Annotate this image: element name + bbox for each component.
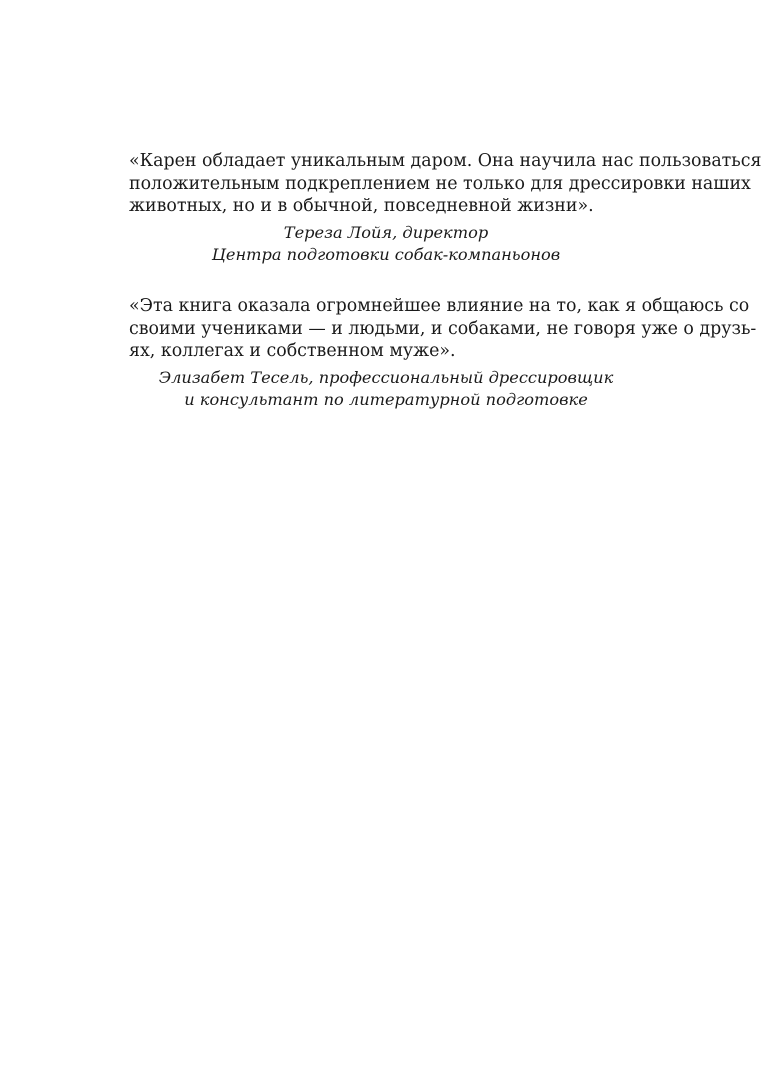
- testimonial-1-line-3: животных, но и в обычной, повседневной жизни».: [129, 196, 594, 216]
- testimonial-2: [129, 295, 757, 411]
- testimonial-1-line-2: положительным подкреплением не только для дрессировки наших: [129, 173, 751, 194]
- testimonial-2-attribution: [129, 367, 643, 411]
- testimonial-2-line-3: ях, коллегах и собственном муже».: [129, 341, 456, 361]
- testimonial-1-line-1: «Карен обладает уникальным даром. Она научила нас пользоваться: [129, 151, 762, 171]
- testimonial-1: [129, 150, 762, 266]
- testimonial-2-author: Элизабет Тесель, профессиональный дрессировщик: [158, 367, 614, 387]
- testimonial-2-text: [129, 295, 757, 363]
- testimonial-1-attribution: [129, 222, 643, 266]
- testimonial-2-affiliation: и консультант по литературной подготовке: [184, 389, 588, 409]
- testimonial-1-author: Тереза Лойя, директор: [283, 222, 489, 242]
- testimonial-1-affiliation: Центра подготовки собак-компаньонов: [211, 244, 561, 264]
- testimonial-2-line-1: «Эта книга оказала огромнейшее влияние на то, как я общаюсь со: [129, 296, 750, 316]
- testimonial-2-line-2: своими учениками — и людьми, и собаками, не говоря уже о друзь-: [129, 318, 757, 339]
- testimonial-1-text: [129, 150, 762, 218]
